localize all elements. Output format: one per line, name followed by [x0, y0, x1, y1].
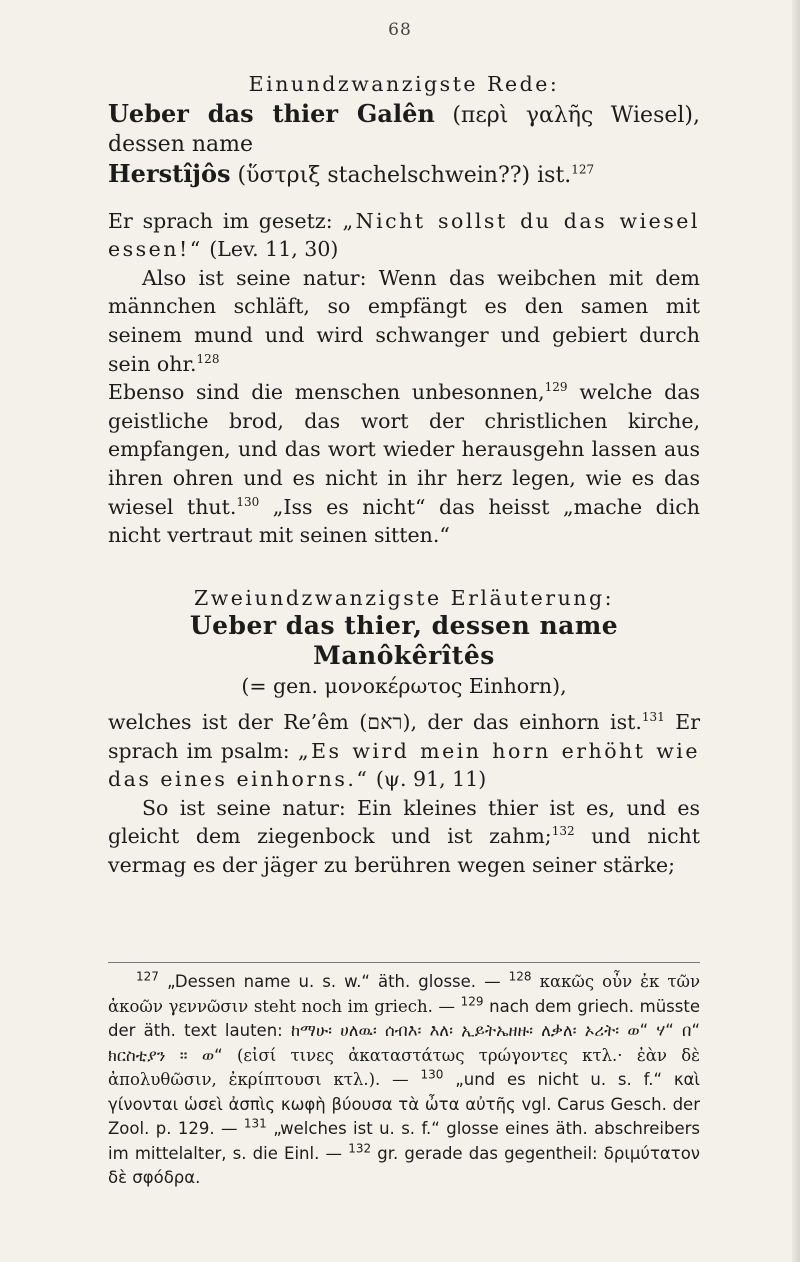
footnote-number: 128 [508, 969, 532, 984]
section-heading-21: Einundzwanzigste Rede: [248, 72, 560, 96]
footnote-number: 129 [460, 994, 484, 1008]
text-run: Also ist seine natur: Wenn das weibchen mit dem männchen schläft, so empfängt es den samen mit seinem mund und wird schwanger und gebiert durch sein ohr. [108, 265, 700, 376]
footnote-text: gr. gerade das gegentheil: δριμύτατον δὲ σφόδρα. [108, 1143, 701, 1187]
section-title-21 [108, 99, 700, 159]
page-number: 68 [388, 20, 412, 40]
text-run: Ebenso sind die menschen unbesonnen, [108, 380, 545, 405]
text-run: (ψ. 91, 11) [369, 767, 487, 792]
paragraph [108, 794, 700, 880]
text-run: So ist seine natur: Ein kleines thier ist es, und es gleicht dem ziegenbock und ist zahm; [108, 795, 700, 849]
footnote-text: „Dessen name u. s. w.“ äth. glosse. — [166, 972, 501, 991]
text-run: „Iss es nicht“ das heisst „mache dich nicht vertraut mit seinen sitten.“ [108, 494, 701, 548]
footnote-text: (εἰσί τινες ἀκαταστάτως τρώγοντες κτλ.· ἐὰν δὲ ἀπολυθῶσιν, ἐκρίπτουσι κτλ.). — [108, 1045, 700, 1089]
footnotes [108, 970, 700, 1191]
section-title-22 [108, 612, 700, 671]
footnote-ref: 128 [196, 351, 220, 366]
spaced-quote: „Es wird mein horn erhöht wie das eines einhorns.“ [108, 738, 700, 792]
footnote-text: κακῶς οὖν ἐκ τῶν ἀκοῶν γεννῶσιν steht noch im griech. — [108, 972, 701, 1016]
section-title-21-cont [108, 159, 700, 190]
paragraph [108, 264, 700, 378]
main-text [108, 70, 700, 880]
text-run: welche das geistliche brod, das wort der christlichen kirche, empfangen, und das wort wieder herausgehn lassen aus ihren ohren und es nicht in ihr herz legen, wie es das wiesel thut. [108, 380, 701, 519]
footnote-text: „und es nicht u. s. f.“ καὶ γίνονται ὡσεὶ ἀσπὶς κωφὴ βύουσα τὰ ὦτα αὐτῆς vgl. Carus Gesch. der Zool. p. 129. — [108, 1070, 700, 1138]
title-name: Ueber das thier Galên [108, 98, 435, 128]
footnote-ref: 130 [236, 494, 260, 509]
footnote-number: 132 [348, 1141, 372, 1155]
footnote-number: 127 [136, 969, 159, 984]
footnote-number: 131 [243, 1116, 267, 1131]
footnote-block [108, 970, 700, 1191]
spaced-quote: „Nicht sollst du das wiesel essen!“ [108, 208, 700, 262]
text-run: (Lev. 11, 30) [202, 237, 339, 262]
footnote-ref: 131 [641, 710, 665, 725]
footnote-number: 130 [420, 1067, 444, 1082]
section-title-22-gloss: (= gen. μονοκέρωτος Einhorn), [241, 673, 567, 698]
title-name-2: Herstîjôs [108, 158, 231, 188]
title-name: Ueber das thier, dessen name Manôkêrîtês [189, 611, 619, 670]
title-gloss-2: (ὕστριξ stachelschwein??) ist. [230, 162, 572, 188]
text-run: welches ist der Re’êm (ראם), der das einhorn ist. [108, 710, 642, 735]
section-heading-22: Zweiundzwanzigste Erläuterung: [193, 585, 615, 610]
footnote-ref: 132 [551, 824, 575, 839]
text-run: und nicht vermag es der jäger zu berühren wegen seiner stärke; [108, 824, 700, 878]
footnote-ref: 129 [544, 380, 568, 395]
footnote-text: nach dem griech. müsste der äth. text lauten: [108, 996, 700, 1040]
footnote-ref: 127 [571, 162, 595, 177]
title-gloss: (περὶ γαλῆς Wiesel), dessen name [108, 102, 700, 157]
footnote-text: „welches ist u. s. f.“ glosse eines äth. abschreibers im mittelalter, s. die Einl. — [108, 1119, 701, 1163]
page-edge-shadow [792, 0, 800, 1262]
ethiopic-text: ከማሁ፡ ሀለዉ፡ ሰብእ፡ እለ፡ ኢይትኤዘዙ፡ ለቃለ፡ ኦሪት፡ ወ“ ሃ“ በ“ ክርስቲያን ። ወ“ [108, 1021, 700, 1065]
paragraph [108, 708, 700, 794]
text-run: Er sprach im gesetz: [108, 208, 343, 233]
paragraph [108, 207, 700, 264]
footnote-rule [108, 962, 700, 963]
paragraph [108, 378, 700, 550]
text-run: Er sprach im psalm: [108, 710, 700, 763]
